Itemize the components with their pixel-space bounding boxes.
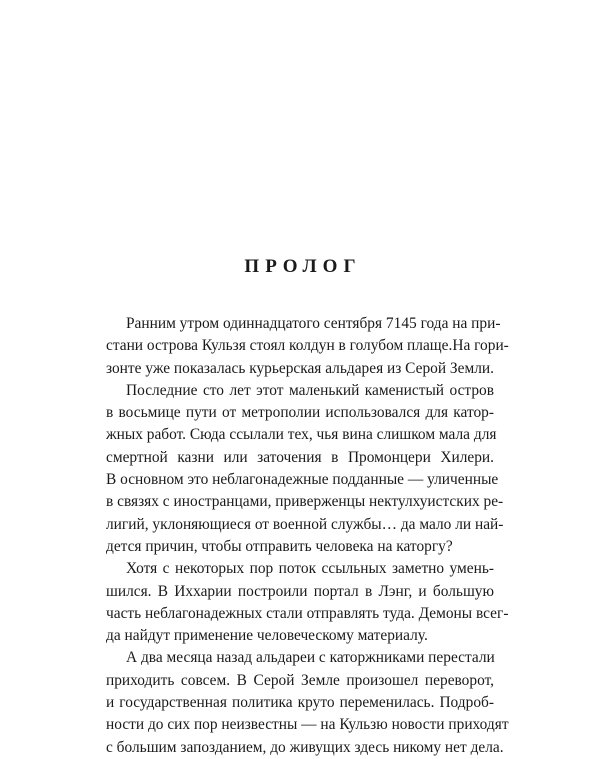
paragraph — [106, 558, 509, 647]
text-line: ности до сих пор неизвестны — на Кульзю новости приходят — [106, 716, 509, 734]
text-line: и государственная политика круто переменилась. Подроб- — [106, 694, 494, 712]
text-line: смертной казни или заточения в Промонцери Хилери. — [106, 448, 494, 466]
body-text — [106, 313, 509, 759]
text-line: жных работ. Сюда ссылали тех, чья вина слишком мала для — [106, 426, 497, 444]
text-line: в связях с иностранцами, приверженцы нектулхуистских ре- — [106, 493, 504, 511]
text-line: зонте уже показалась курьерская альдарея из Серой Земли. — [106, 359, 494, 377]
paragraph — [106, 313, 509, 380]
paragraph — [106, 647, 509, 758]
text-line: с большим запозданием, до живущих здесь никому нет дела. — [106, 738, 504, 756]
text-line: Хотя с некоторых пор поток ссыльных заметно умень- — [126, 560, 494, 578]
text-line: стани острова Кульзя стоял колдун в голубом плаще.На гори- — [106, 337, 509, 355]
text-line: шился. В Иххарии построили портал в Лэнг, и большую — [106, 582, 494, 600]
text-line: Ранним утром одиннадцатого сентября 7145 года на при- — [126, 315, 501, 332]
text-line: дется причин, чтобы отправить человека на каторгу? — [106, 537, 453, 555]
paragraph — [106, 380, 504, 558]
text-line: лигий, уклоняющиеся от военной службы… да мало ли най- — [106, 515, 504, 533]
chapter-title: ПРОЛОГ — [244, 256, 362, 277]
text-line: приходить совсем. В Серой Земле произошел переворот, — [106, 671, 494, 689]
text-line: А два месяца назад альдареи с каторжниками перестали — [126, 649, 495, 667]
text-line: В основном это неблагонадежные подданные — уличенные — [106, 471, 499, 489]
text-line: в восьмице пути от метрополии использовался для катор- — [106, 404, 494, 422]
text-line: Последние сто лет этот маленький каменистый остров — [126, 381, 494, 399]
text-line: да найдут применение человеческому материалу. — [106, 627, 428, 645]
text-line: часть неблагонадежных стали отправлять туда. Демоны всег- — [106, 604, 509, 622]
